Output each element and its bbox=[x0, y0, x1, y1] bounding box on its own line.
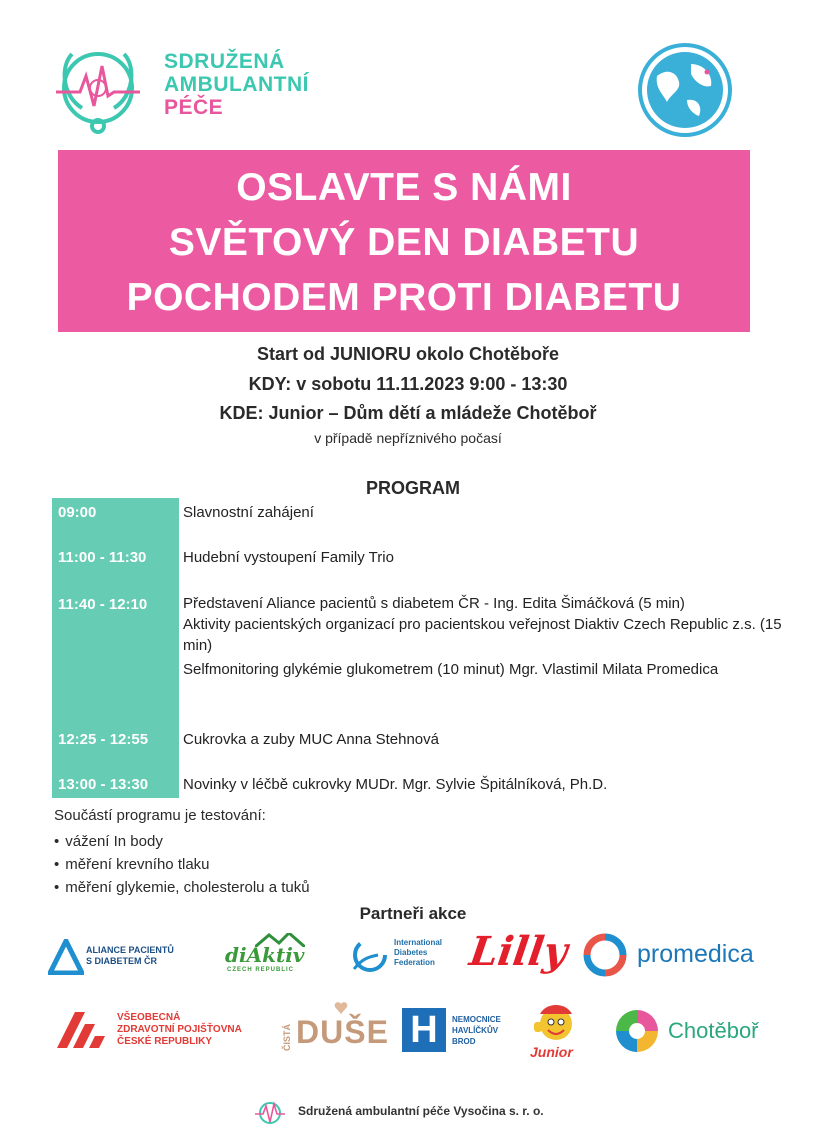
program-desc: Aktivity pacientských organizací pro pacientskou veřejnost Diaktiv Czech Republic z.s. (15 min) bbox=[183, 616, 782, 654]
banner-line1: OSLAVTE S NÁMI bbox=[236, 166, 572, 209]
idf-swirl-icon bbox=[348, 935, 390, 977]
banner-line2: SVĚTOVÝ DEN DIABETU bbox=[168, 221, 640, 264]
nem-line2: HAVLÍČKŮV bbox=[452, 1026, 499, 1035]
org-name-line3: PÉČE bbox=[164, 96, 224, 119]
hospital-h-icon: H bbox=[402, 1008, 446, 1052]
program-time: 12:25 - 12:55 bbox=[58, 731, 149, 748]
program-time: 13:00 - 13:30 bbox=[58, 776, 149, 793]
junior-mascot-icon bbox=[532, 1000, 580, 1044]
tests-list bbox=[54, 830, 310, 899]
vzp-logo bbox=[55, 1008, 255, 1054]
program-desc: Cukrovka a zuby MUC Anna Stehnová bbox=[183, 731, 439, 748]
program-desc: Slavnostní zahájení bbox=[183, 504, 314, 521]
nem-line1: NEMOCNICE bbox=[452, 1015, 501, 1024]
program-time: 09:00 bbox=[58, 504, 97, 521]
lilly-logo bbox=[466, 928, 571, 978]
program-desc: Novinky v léčbě cukrovky MUDr. Mgr. Sylvie Špitálníková, Ph.D. bbox=[183, 776, 608, 793]
junior-text: Junior bbox=[530, 1044, 573, 1060]
footer-text: Sdružená ambulantní péče Vysočina s. r. o. bbox=[298, 1104, 544, 1118]
partners-title: Partneři akce bbox=[359, 904, 467, 923]
promedica-logo bbox=[583, 933, 783, 977]
program-time: 11:00 - 11:30 bbox=[58, 549, 147, 566]
idf-line2: Diabetes bbox=[394, 948, 428, 957]
program-desc: Hudební vystoupení Family Trio bbox=[183, 549, 394, 566]
diaktiv-sub: CZECH REPUBLIC bbox=[227, 967, 295, 973]
list-item: • měření krevního tlaku bbox=[54, 853, 310, 876]
vzp-mark-icon bbox=[55, 1010, 107, 1050]
aliance-triangle-icon bbox=[48, 939, 84, 975]
promedica-text: promedica bbox=[637, 940, 754, 968]
program-desc: Představení Aliance pacientů s diabetem ČR - Ing. Edita Šimáčková (5 min) bbox=[183, 595, 685, 612]
idf-line3: Federation bbox=[394, 958, 435, 967]
promedica-ring-icon bbox=[583, 933, 627, 977]
sap-logo-icon bbox=[52, 36, 144, 140]
program-desc: Selfmonitoring glykémie glukometrem (10 minut) Mgr. Vlastimil Milata Promedica bbox=[183, 661, 719, 678]
schedule-time-column bbox=[52, 498, 179, 798]
chotebor-mark-icon bbox=[614, 1008, 660, 1054]
idf-logo bbox=[348, 935, 458, 977]
idf-line1: International bbox=[394, 938, 443, 947]
weather-note: v případě nepříznivého počasí bbox=[314, 430, 502, 446]
junior-logo bbox=[526, 1000, 586, 1062]
program-title: PROGRAM bbox=[366, 478, 460, 498]
lilly-text: Lilly bbox=[466, 928, 571, 975]
footer-logo-icon bbox=[253, 1098, 287, 1128]
world-diabetes-day-globe-icon bbox=[637, 42, 733, 138]
aliance-pacientu-logo bbox=[48, 937, 198, 977]
event-where: KDE: Junior – Dům dětí a mládeže Chotěboř bbox=[219, 403, 597, 423]
event-when: KDY: v sobotu 11.11.2023 9:00 - 13:30 bbox=[248, 374, 568, 394]
vzp-line2: ZDRAVOTNÍ POJIŠŤOVNA bbox=[117, 1024, 242, 1035]
cista-duse-logo bbox=[282, 1002, 389, 1056]
vzp-line1: VŠEOBECNÁ bbox=[117, 1012, 181, 1023]
start-location: Start od JUNIORU okolo Chotěboře bbox=[256, 344, 559, 364]
diaktiv-text: diAktiv bbox=[225, 943, 305, 967]
aliance-line1: ALIANCE PACIENTŮ bbox=[86, 945, 174, 955]
program-time: 11:40 - 12:10 bbox=[58, 596, 148, 613]
duse-text: DUŠE bbox=[296, 1014, 389, 1050]
chotebor-text: Chotěboř bbox=[668, 1018, 759, 1043]
aliance-line2: S DIABETEM ČR bbox=[86, 956, 158, 966]
cista-text: ČISTÁ bbox=[282, 1024, 292, 1051]
banner-line3: POCHODEM PROTI DIABETU bbox=[126, 276, 682, 319]
diaktiv-logo bbox=[225, 933, 317, 977]
vzp-line3: ČESKÉ REPUBLIKY bbox=[117, 1036, 213, 1047]
heart-icon bbox=[334, 1002, 348, 1014]
org-name-line2: AMBULANTNÍ bbox=[164, 73, 309, 96]
tests-intro: Součástí programu je testování: bbox=[54, 807, 266, 824]
nemocnice-logo bbox=[402, 1008, 512, 1054]
list-item: • měření glykemie, cholesterolu a tuků bbox=[54, 876, 310, 899]
list-item: • vážení In body bbox=[54, 830, 310, 853]
event-banner bbox=[58, 150, 750, 332]
nem-line3: BROD bbox=[452, 1037, 476, 1046]
org-name bbox=[164, 50, 309, 119]
org-name-line1: SDRUŽENÁ bbox=[164, 50, 285, 73]
chotebor-logo bbox=[614, 1008, 784, 1054]
